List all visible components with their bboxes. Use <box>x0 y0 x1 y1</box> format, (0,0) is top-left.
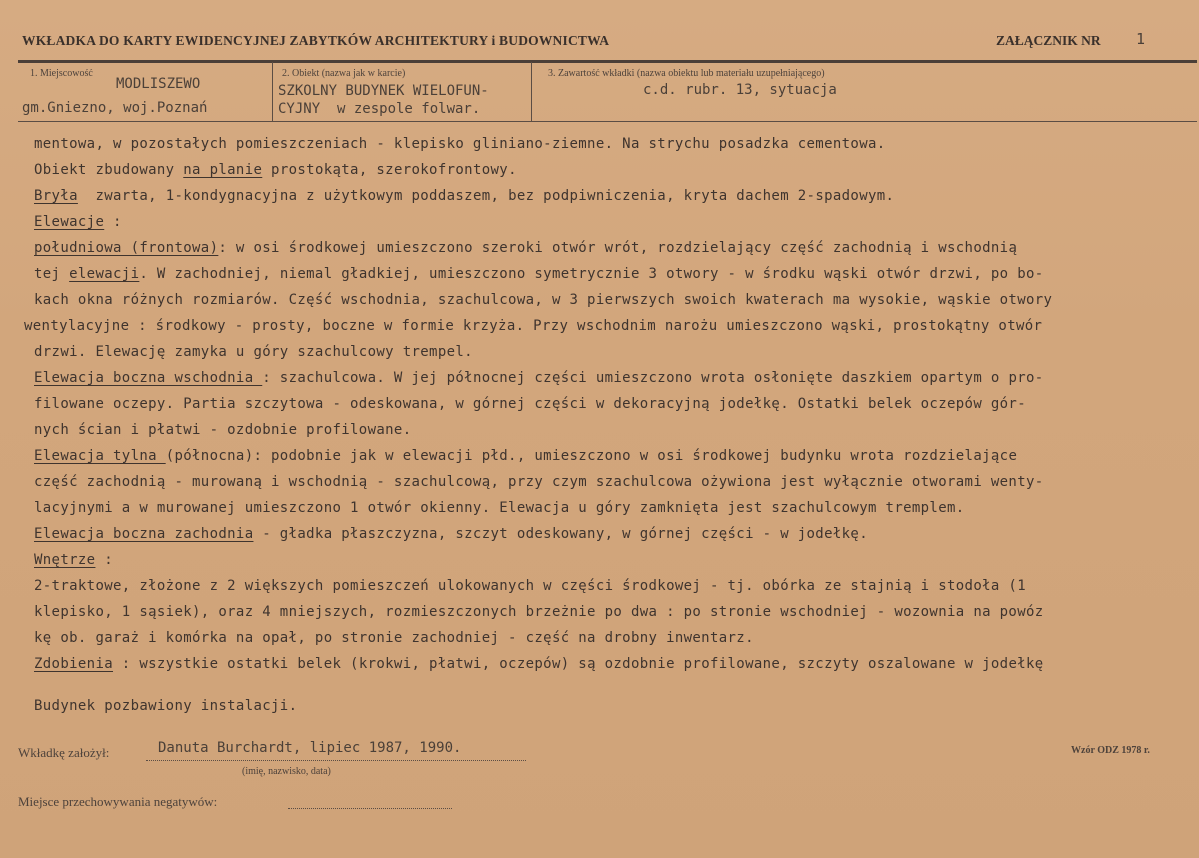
text-run: . W zachodniej, niemal gładkiej, umieszczono symetrycznie 3 otwory - w środku wąski otwór drzwi, po bo- <box>139 266 1044 282</box>
text-run: - gładka płaszczyzna, szczyt odeskowany, w górnej części - w jodełkę. <box>253 526 868 542</box>
text-run: : <box>104 214 122 230</box>
body-line <box>34 188 894 204</box>
attachment-number: 1 <box>1136 30 1146 48</box>
body-line <box>34 162 517 178</box>
text-run: zwarta, 1-kondygnacyjna z użytkowym poddaszem, bez podpiwniczenia, kryta dachem 2-spadowym. <box>77 188 895 204</box>
body-line: Budynek pozbawiony instalacji. <box>34 698 298 714</box>
section-heading: Wnętrze <box>34 552 96 568</box>
body-line: drzwi. Elewację zamyka u góry szachulcowy trempel. <box>34 344 473 360</box>
text-run: tej <box>34 266 70 282</box>
text-run: : szachulcowa. W jej północnej części umieszczono wrota osłonięte daszkiem opartym o pro- <box>262 370 1044 386</box>
author-value: Danuta Burchardt, lipiec 1987, 1990. <box>158 740 462 756</box>
field-divider-1 <box>272 62 273 121</box>
text-run: elewacji <box>69 266 140 282</box>
field-divider-2 <box>531 62 532 121</box>
body-line: klepisko, 1 sąsiek), oraz 4 mniejszych, rozmieszczonych brzeżnie po dwa : po stronie wschodniej - wozownia na powóz <box>34 604 1044 620</box>
attachment-label: ZAŁĄCZNIK NR <box>996 33 1101 48</box>
contents-value: c.d. rubr. 13, sytuacja <box>643 82 837 98</box>
body-line: filowane oczepy. Partia szczytowa - odeskowana, w górnej części w dekoracyjną jodełkę. Ostatki belek oczepów gór- <box>34 396 1026 412</box>
body-line: nych ścian i płatwi - ozdobnie profilowane. <box>34 422 412 438</box>
body-line: 2-traktowe, złożone z 2 większych pomieszczeń ulokowanych w części środkowej - tj. obórka ze stajnią i stodoła (1 <box>34 578 1026 594</box>
object-value-line1: SZKOLNY BUDYNEK WIELOFUN- <box>278 83 489 99</box>
body-line: mentowa, w pozostałych pomieszczeniach - klepisko gliniano-ziemne. Na strychu posadzka cementowa. <box>34 136 886 152</box>
text-run: (północna): podobnie jak w elewacji płd., umieszczono w osi środkowej budynku wrota rozdzielające <box>165 448 1018 464</box>
negatives-label: Miejsce przechowywania negatywów: <box>18 794 218 809</box>
body-line: kę ob. garaż i komórka na opał, po stronie zachodniej - część na drobny inwentarz. <box>34 630 754 646</box>
section-heading: Zdobienia <box>34 656 114 672</box>
body-line <box>34 240 1017 256</box>
body-line <box>34 266 1044 282</box>
section-heading: Elewacja boczna_wschodnia_ <box>34 370 263 386</box>
commune-value: gm.Gniezno, woj.Poznań <box>22 100 208 116</box>
body-line: wentylacyjne : środkowy - prosty, boczne w formie krzyża. Przy wschodnim narożu umieszczono wąski, prostokątny otwór <box>24 318 1043 334</box>
section-heading: Elewacje <box>34 214 105 230</box>
object-value-line2: CYJNY w zespole folwar. <box>278 101 481 117</box>
contents-label: 3. Zawartość wkładki (nazwa obiektu lub materiału uzupełniającego) <box>548 68 825 79</box>
body-line: kach okna różnych rozmiarów. Część wschodnia, szachulcowa, w 3 pierwszych swoich kwaterach ma wysokie, wąskie otwory <box>34 292 1053 308</box>
text-run: : w osi środkowej umieszczono szeroki otwór wrót, rozdzielający część zachodnią i wschodnią <box>218 240 1018 256</box>
form-title: WKŁADKA DO KARTY EWIDENCYJNEJ ZABYTKÓW ARCHITEKTURY i BUDOWNICTWA <box>22 33 610 48</box>
body-line <box>34 214 122 230</box>
locality-value: MODLISZEWO <box>116 76 201 92</box>
section-heading: Elewacja_boczna_zachodnia <box>34 526 254 542</box>
body-line <box>34 526 868 542</box>
text-run: prostokąta, szerokofrontowy. <box>262 162 517 178</box>
header-rule <box>18 60 1197 63</box>
body-line <box>34 552 113 568</box>
author-line <box>146 760 526 761</box>
body-line <box>34 656 1044 672</box>
body-line <box>34 370 1044 386</box>
text-run: Obiekt zbudowany <box>34 162 184 178</box>
negatives-line <box>288 808 452 809</box>
text-run: na planie <box>183 162 263 178</box>
author-label: Wkładkę założył: <box>18 745 110 760</box>
author-hint: (imię, nazwisko, data) <box>242 766 331 777</box>
text-run: : wszystkie ostatki belek (krokwi, płatwi, oczepów) są ozdobnie profilowane, szczyty oszalowane w jodełkę <box>113 656 1044 672</box>
section-heading: Bryła <box>34 188 78 204</box>
section-heading: południowa_(frontowa) <box>34 240 219 256</box>
form-template-id: Wzór ODZ 1978 r. <box>1071 745 1150 756</box>
fields-rule <box>18 121 1197 122</box>
body-line: lacyjnymi a w murowanej umieszczono 1 otwór okienny. Elewacja u góry zamknięta jest szachulcowym tremplem. <box>34 500 965 516</box>
locality-label: 1. Miejscowość <box>30 68 93 79</box>
text-run: : <box>95 552 114 568</box>
body-line: część zachodnią - murowaną i wschodnią - szachulcową, przy czym szachulcowa ożywiona jest wyłącznie otworami wenty- <box>34 474 1044 490</box>
body-line <box>34 448 1017 464</box>
section-heading: Elewacja_tylna_ <box>34 448 166 464</box>
object-label: 2. Obiekt (nazwa jak w karcie) <box>282 68 406 79</box>
